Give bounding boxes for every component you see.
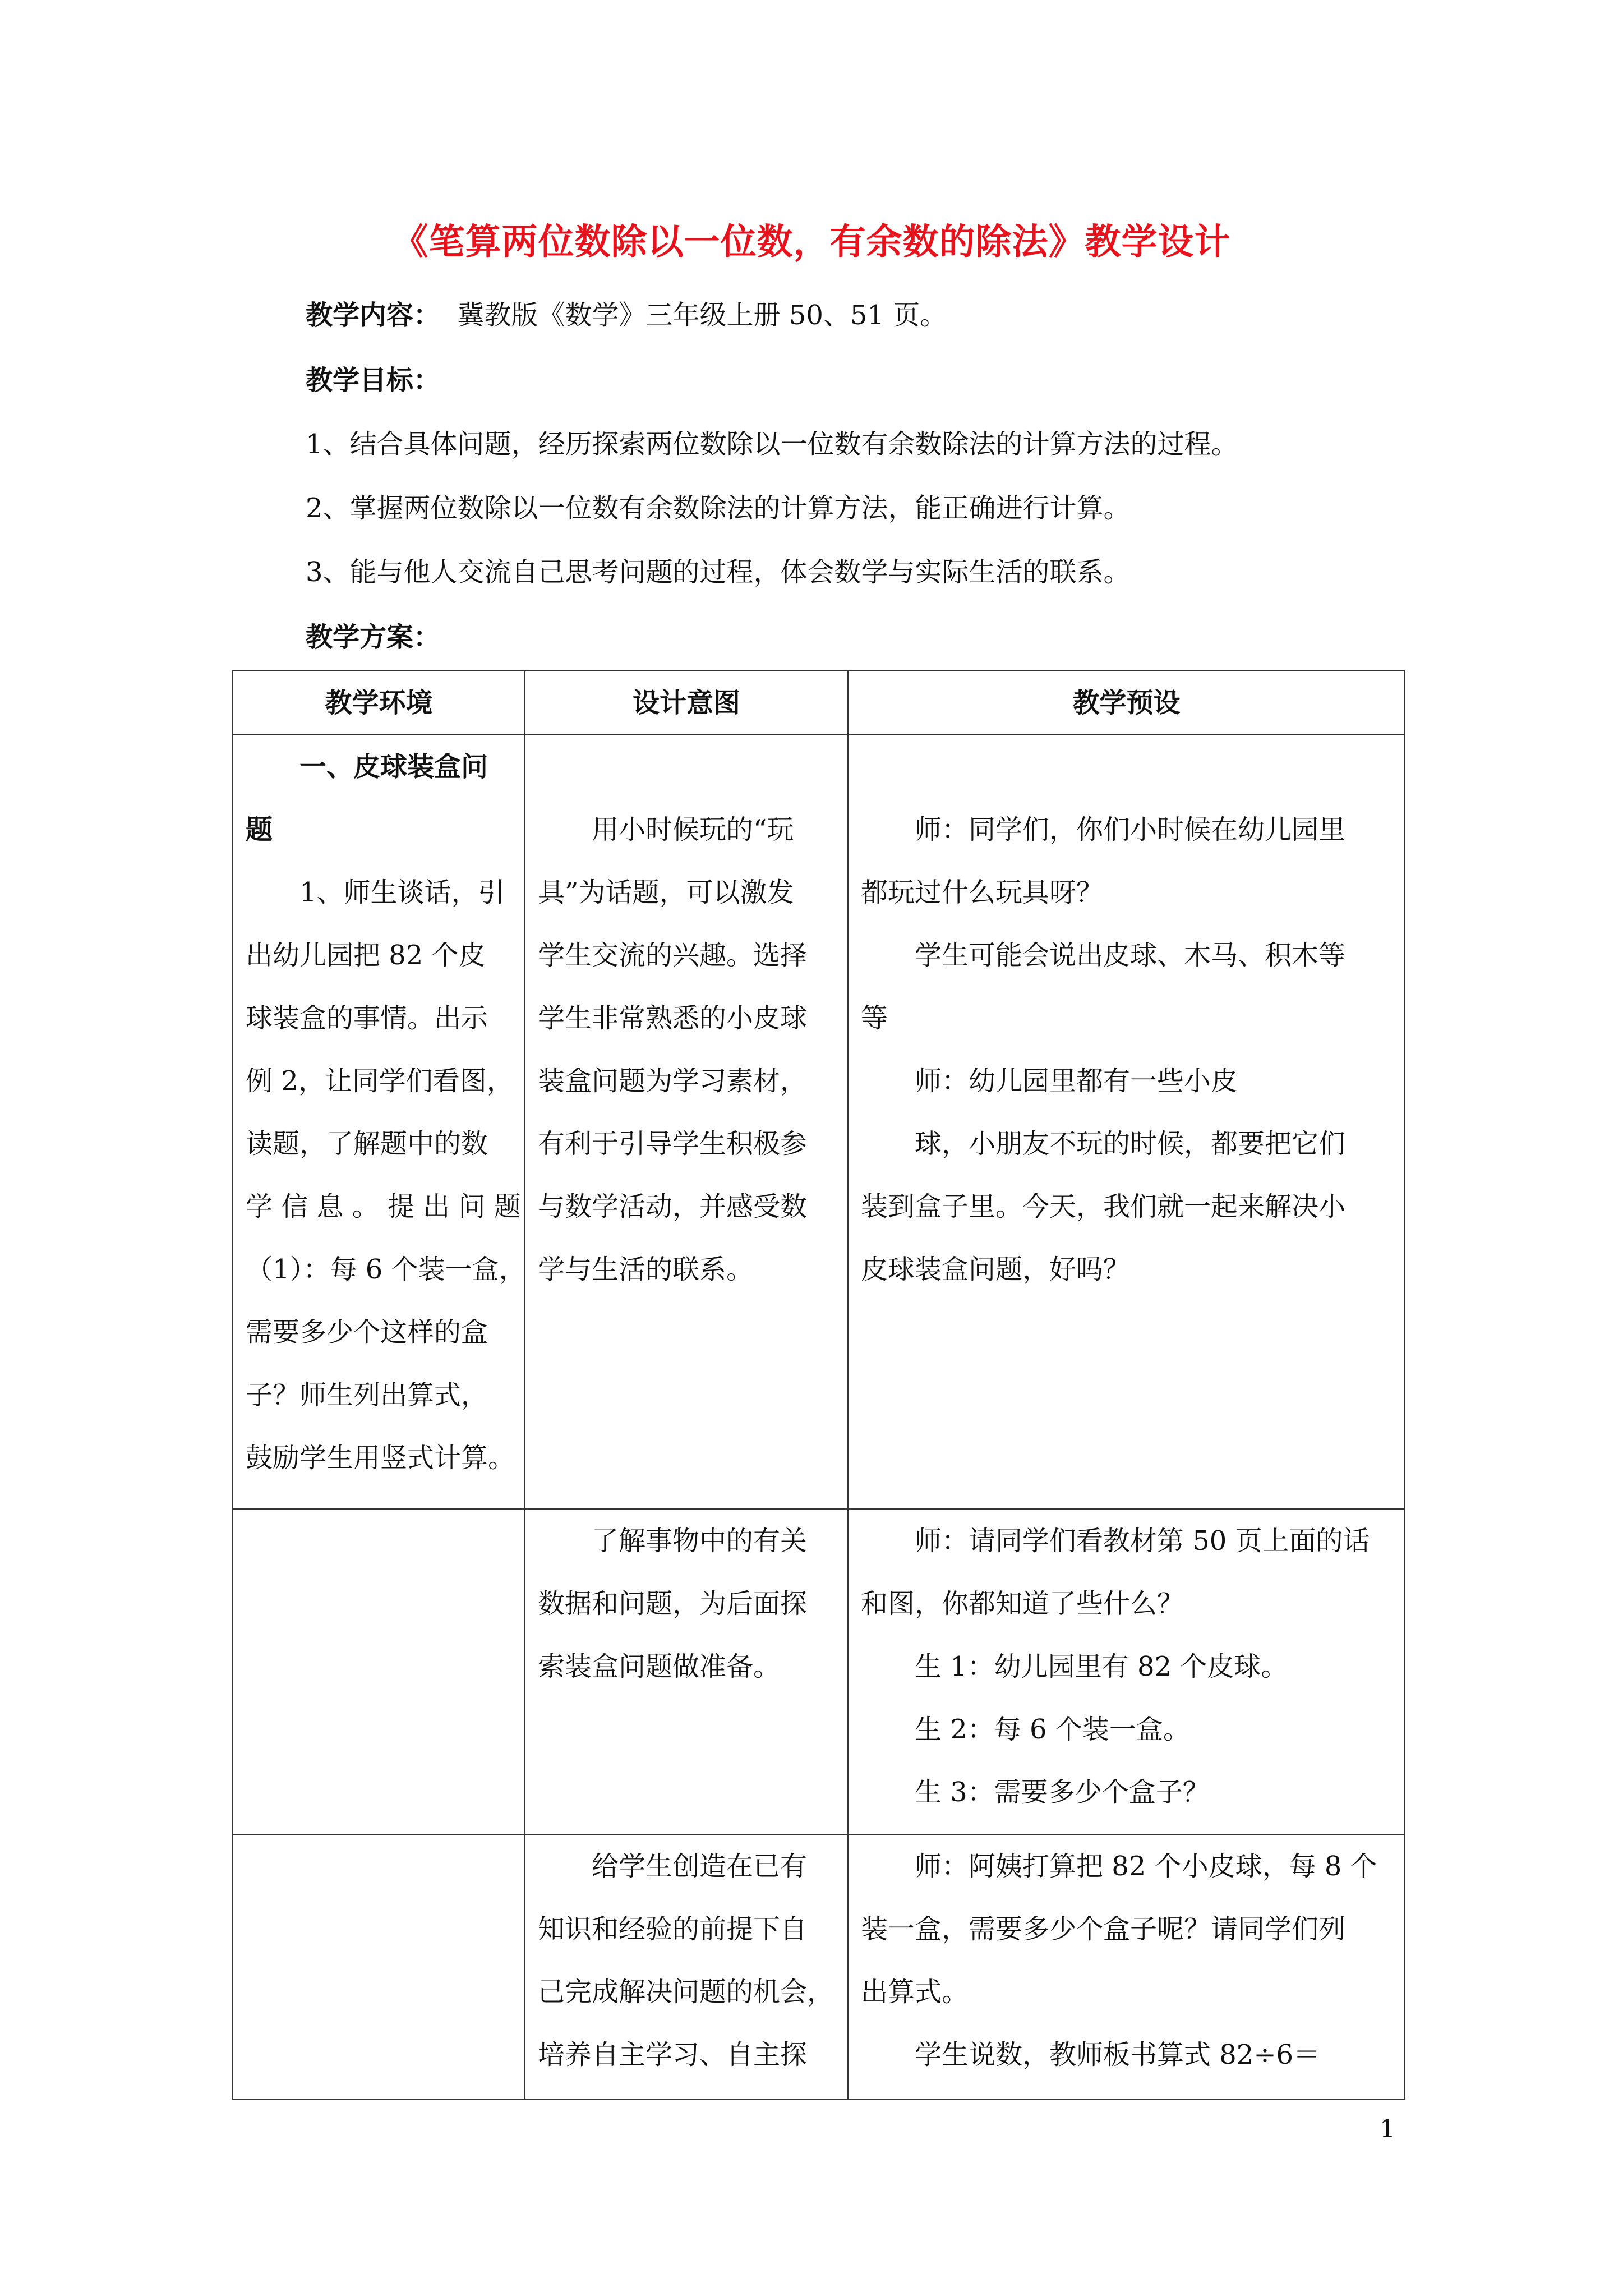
page-number: 1 [1380,2115,1395,2143]
cell-environment [233,1509,525,1834]
text-line: 生 1：幼儿园里有 82 个皮球。 [915,1651,1288,1682]
text-line: 读题，了解题中的数 [246,1128,488,1159]
cell-environment [233,1834,525,2099]
text-line: 鼓励学生用竖式计算。 [246,1442,515,1474]
goal-item: 3、能与他人交流自己思考问题的过程，体会数学与实际生活的联系。 [306,556,1131,588]
goal-item: 1、结合具体问题，经历探索两位数除以一位数有余数除法的计算方法的过程。 [306,429,1238,460]
document-title: 《笔算两位数除以一位数，有余数的除法》教学设计 [392,221,1231,263]
text-line: 都玩过什么玩具呀？ [861,877,1104,908]
teaching-goals-label: 教学目标： [306,365,441,396]
table-header-row [233,671,1405,735]
text-line: 给学生创造在已有 [592,1851,808,1882]
text-line: 出幼儿园把 82 个皮 [246,940,486,971]
text-line: 生 3：需要多少个盒子？ [915,1777,1210,1808]
text-line: 子？师生列出算式， [246,1379,488,1411]
text-line: 出算式。 [861,1976,969,2008]
header-teaching-preset: 教学预设 [848,671,1405,735]
text-line: 装到盒子里。今天，我们就一起来解决小 [861,1191,1346,1222]
cell-teaching-preset [848,735,1405,1509]
text-line: 己完成解决问题的机会， [538,1976,834,2008]
text-line: 了解事物中的有关 [592,1525,808,1557]
text-line: 1、师生谈话，引 [299,877,505,908]
text-line: 例 2，让同学们看图， [246,1065,514,1097]
teaching-content-line [306,298,947,332]
text-line: 用小时候玩的“玩 [592,814,794,845]
text-line: 球装盒的事情。出示 [246,1002,488,1034]
text-line: 装盒问题为学习素材， [538,1065,808,1097]
text-line: 师：幼儿园里都有一些小皮 [915,1065,1238,1097]
section-heading: 一、皮球装盒问 [299,751,488,783]
cell-environment [233,735,525,1509]
text-line: 具”为话题，可以激发 [538,877,794,908]
section-heading-cont: 题 [246,814,273,845]
plan-table [232,670,1405,2100]
table-row [233,1509,1405,1834]
cell-design-intent [525,1509,848,1834]
text-line: 皮球装盒问题，好吗？ [861,1254,1131,1285]
text-line: 知识和经验的前提下自 [538,1913,808,1945]
text-line: 师：同学们，你们小时候在幼儿园里 [915,814,1346,845]
text-line: 生 2：每 6 个装一盒。 [915,1714,1190,1745]
cell-design-intent [525,735,848,1509]
header-design-intent: 设计意图 [525,671,848,735]
text-line: 有利于引导学生积极参 [538,1128,808,1159]
text-line: 球，小朋友不玩的时候，都要把它们 [915,1128,1346,1159]
cell-teaching-preset [848,1509,1405,1834]
text-line: 师：请同学们看教材第 50 页上面的话 [915,1525,1370,1557]
text-line: 装一盒，需要多少个盒子呢？请同学们列 [861,1913,1346,1945]
text-line: 和图，你都知道了些什么？ [861,1588,1184,1619]
text-line: 与数学活动，并感受数 [538,1191,808,1222]
text-line: 学生说数，教师板书算式 82÷6＝ [915,2039,1321,2070]
text-line: 学与生活的联系。 [538,1254,754,1285]
cell-design-intent [525,1834,848,2099]
text-line: 学生非常熟悉的小皮球 [538,1002,808,1034]
teaching-content-value: 冀教版《数学》三年级上册 50、51 页。 [457,300,947,331]
text-line: 师：阿姨打算把 82 个小皮球，每 8 个 [915,1851,1377,1882]
table-row [233,1834,1405,2099]
text-line: 学 信 息 。 提 出 问 题 [246,1191,521,1222]
text-line: 需要多少个这样的盒 [246,1317,488,1348]
text-line: 等 [861,1002,888,1034]
teaching-content-label: 教学内容： [306,300,441,331]
text-line: （1）：每 6 个装一盒， [246,1254,526,1285]
table-row [233,735,1405,1509]
text-line: 数据和问题，为后面探 [538,1588,808,1619]
goal-item: 2、掌握两位数除以一位数有余数除法的计算方法，能正确进行计算。 [306,493,1131,524]
cell-teaching-preset [848,1834,1405,2099]
text-line: 索装盒问题做准备。 [538,1651,781,1682]
text-line: 培养自主学习、自主探 [538,2039,808,2070]
text-line: 学生可能会说出皮球、木马、积木等 [915,940,1346,971]
header-environment: 教学环境 [233,671,525,735]
text-line: 学生交流的兴趣。选择 [538,940,808,971]
teaching-plan-label: 教学方案： [306,622,441,653]
